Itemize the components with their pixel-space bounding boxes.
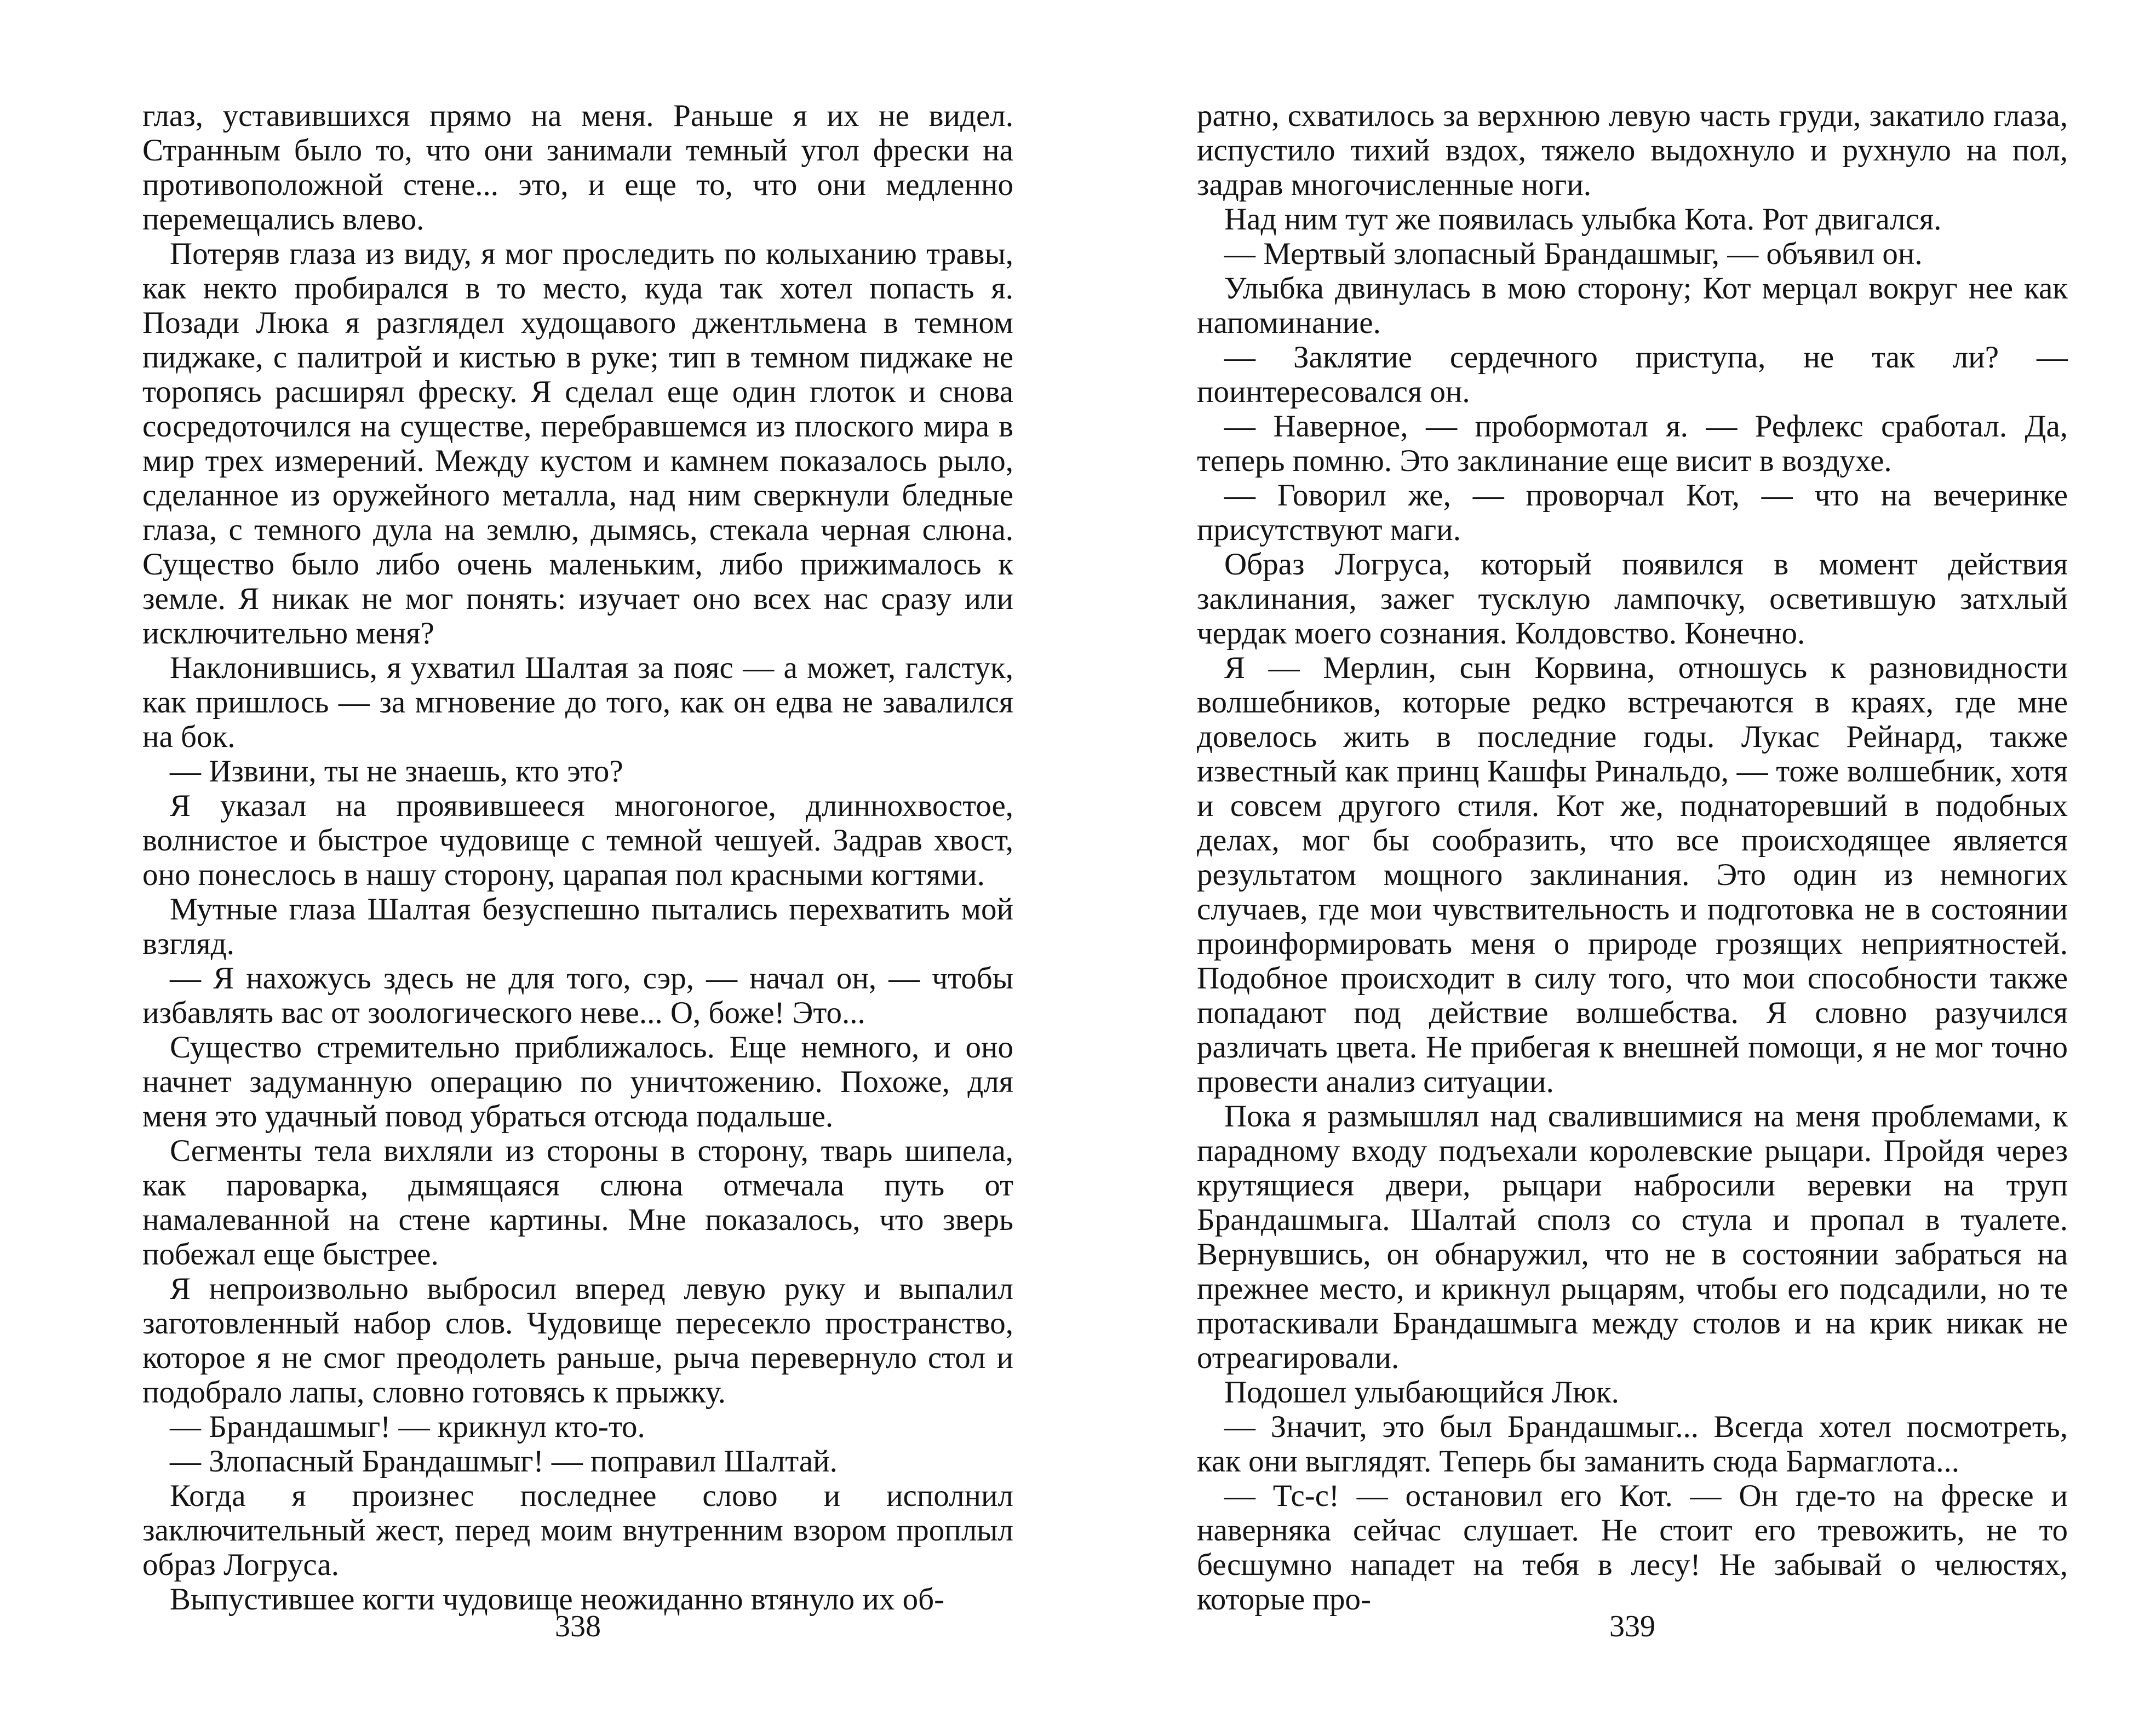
paragraph: — Злопасный Брандашмыг! — поправил Шалтай. [170,1444,838,1479]
paragraph: ратно, схватилось за верхнюю левую часть груди, закатило глаза, испустило тихий вздох, тяжело выдохнуло и рухнуло на пол, задрав многочисленные ноги. [1197,99,2068,202]
left-page [142,99,1013,1643]
paragraph: Подошел улыбающийся Люк. [1224,1375,1619,1410]
paragraph: Я непроизвольно выбросил вперед левую руку и выпалил заготовленный набор слов. Чудовище пересекло пространство, которое я не смог преодолеть раньше, рыча перевернуло стол и подобрало лапы, словно готовясь к прыжку. [142,1272,1013,1410]
right-page-text [1197,99,2068,1617]
left-page-text [142,99,1013,1617]
paragraph: Выпустившее когти чудовище неожиданно втянуло их об- [170,1582,945,1617]
paragraph: Наклонившись, я ухватил Шалтая за пояс — а может, галстук, как пришлось — за мгновение до того, как он едва не завалился на бок. [142,651,1013,754]
paragraph: Над ним тут же появилась улыбка Кота. Рот двигался. [1224,202,1942,237]
paragraph: — Мертвый злопасный Брандашмыг, — объявил он. [1224,237,1923,271]
paragraph: Пока я размышлял над свалившимися на меня проблемами, к парадному входу подъехали королевские рыцари. Пройдя через крутящиеся двери, рыцари набросили веревки на труп Брандашмыга. Шалтай сполз со стула и пропал в туалете. Вернувшись, он обнаружил, что не в состоянии забраться на прежнее место, и крикнул рыцарям, чтобы его подсадили, но те протаскивали Брандашмыга между столов и на крик никак не отреагировали. [1197,1099,2068,1375]
paragraph: Потеряв глаза из виду, я мог проследить по колыханию травы, как некто пробирался в то место, куда так хотел попасть я. Позади Люка я разглядел худощавого джентльмена в темном пиджаке, с палитрой и кистью в руке; тип в темном пиджаке не торопясь расширял фреску. Я сделал еще один глоток и снова сосредоточился на существе, перебравшемся из плоского мира в мир трех измерений. Между кустом и камнем показалось рыло, сделанное из оружейного металла, над ним сверкнули бледные глаза, с темного дула на землю, дымясь, стекала черная слюна. Существо было либо очень маленьким, либо прижималось к земле. Я никак не мог понять: изучает оно всех нас сразу или исключительно меня? [142,237,1013,651]
paragraph: Существо стремительно приближалось. Еще немного, и оно начнет задуманную операцию по уничтожению. Похоже, для меня это удачный повод убраться отсюда подальше. [142,1030,1013,1134]
paragraph: глаз, уставившихся прямо на меня. Раньше я их не видел. Странным было то, что они занимали темный угол фрески на противоположной стене... это, и еще то, что они медленно перемещались влево. [142,99,1013,237]
paragraph: — Заклятие сердечного приступа, не так ли? — поинтересовался он. [1197,340,2068,409]
paragraph: — Извини, ты не знаешь, кто это? [170,754,623,789]
paragraph: Я указал на проявившееся многоногое, длиннохвостое, волнистое и быстрое чудовище с темной чешуей. Задрав хвост, оно понеслось в нашу сторону, царапая пол красными когтями. [142,789,1013,892]
paragraph: Мутные глаза Шалтая безуспешно пытались перехватить мой взгляд. [142,892,1013,961]
paragraph: — Значит, это был Брандашмыг... Всегда хотел посмотреть, как они выглядят. Теперь бы заманить сюда Бармаглота... [1197,1410,2068,1479]
paragraph: Сегменты тела вихляли из стороны в сторону, тварь шипела, как пароварка, дымящаяся слюна отмечала путь от намалеванной на стене картины. Мне показалось, что зверь побежал еще быстрее. [142,1134,1013,1272]
paragraph: Улыбка двинулась в мою сторону; Кот мерцал вокруг нее как напоминание. [1197,271,2068,340]
paragraph: — Тс-с! — остановил его Кот. — Он где-то на фреске и наверняка сейчас слушает. Не стоит его тревожить, не то бесшумно нападет на тебя в лесу! Не забывай о челюстях, которые про- [1197,1479,2068,1617]
paragraph: Образ Логруса, который появился в момент действия заклинания, зажег тусклую лампочку, осветившую затхлый чердак моего сознания. Колдовство. Конечно. [1197,547,2068,651]
paragraph: Когда я произнес последнее слово и исполнил заключительный жест, перед моим внутренним взором проплыл образ Логруса. [142,1479,1013,1582]
paragraph: — Наверное, — пробормотал я. — Рефлекс сработал. Да, теперь помню. Это заклинание еще висит в воздухе. [1197,409,2068,478]
page-number-left: 338 [555,1609,601,1643]
paragraph: — Брандашмыг! — крикнул кто-то. [170,1410,645,1444]
paragraph: — Говорил же, — проворчал Кот, — что на вечеринке присутствуют маги. [1197,478,2068,547]
right-page [1197,99,2068,1643]
paragraph: — Я нахожусь здесь не для того, сэр, — начал он, — чтобы избавлять вас от зоологического неве... О, боже! Это... [142,961,1013,1030]
page-number-right: 339 [1609,1609,1655,1643]
paragraph: Я — Мерлин, сын Корвина, отношусь к разновидности волшебников, которые редко встречаются в краях, где мне довелось жить в последние годы. Лукас Рейнард, также известный как принц Кашфы Ринальдо, — тоже волшебник, хотя и совсем другого стиля. Кот же, поднаторевший в подобных делах, мог бы сообразить, что все происходящее является результатом мощного заклинания. Это один из немногих случаев, где мои чувствительность и подготовка не в состоянии проинформировать меня о природе грозящих неприятностей. Подобное происходит в силу того, что мои способности также попадают под действие волшебства. Я словно разучился различать цвета. Не прибегая к внешней помощи, я не мог точно провести анализ ситуации. [1197,651,2068,1099]
gutter [1078,0,1079,1725]
